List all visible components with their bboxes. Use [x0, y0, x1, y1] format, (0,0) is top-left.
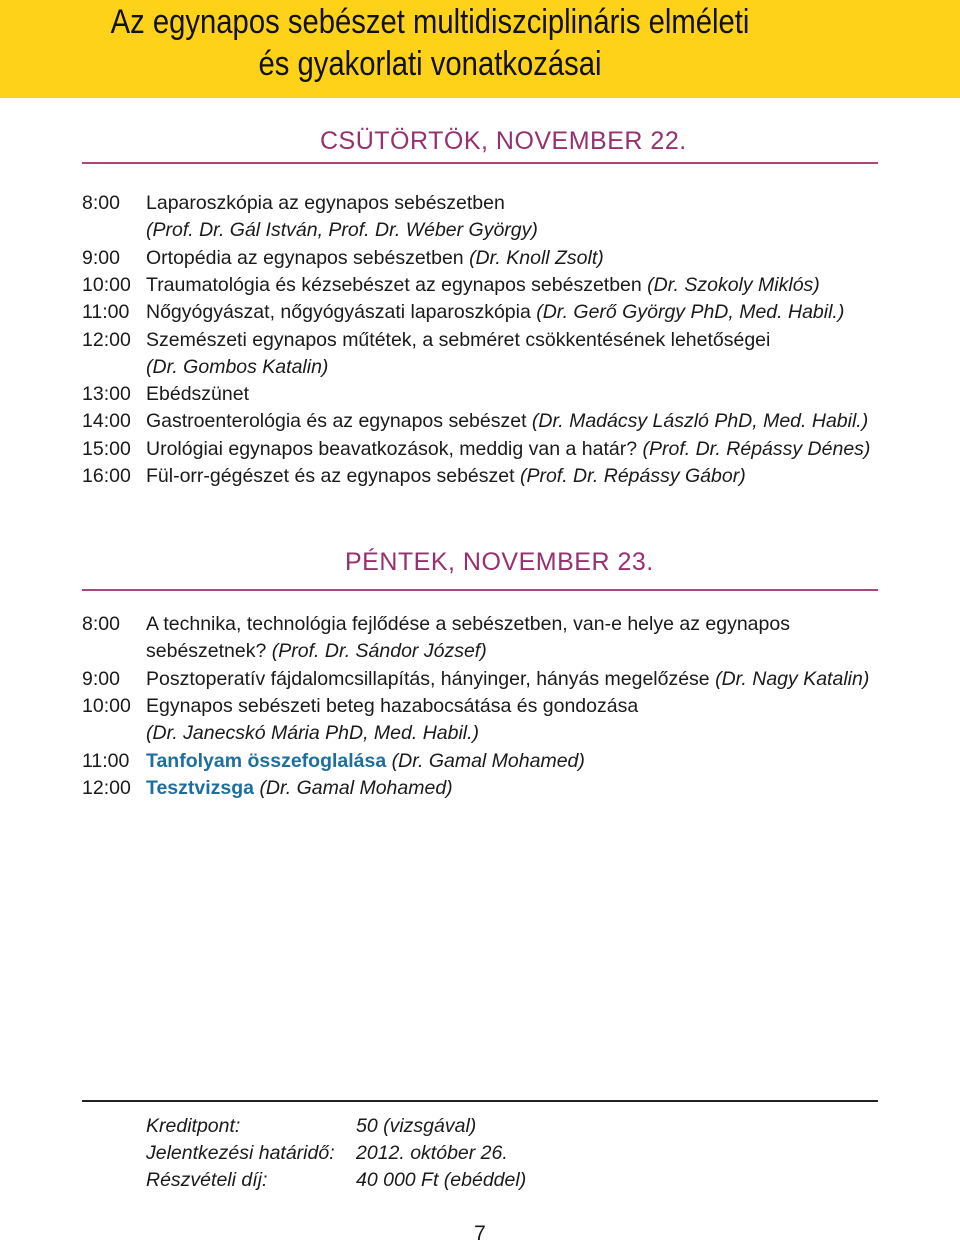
session-highlight: Tesztvizsga: [146, 776, 255, 799]
session-speaker: (Dr. Szokoly Miklós): [647, 273, 820, 296]
session-text: [146, 667, 869, 691]
session-speaker: (Dr. Gamal Mohamed): [259, 776, 453, 799]
session-title: Szemészeti egynapos műtétek, a sebméret csökkentésének lehetőségei: [146, 328, 771, 351]
session-speaker: (Dr. Gerő György PhD, Med. Habil.): [536, 301, 845, 324]
session-title: Traumatológia és kézsebészet az egynapos sebészetben: [146, 273, 648, 296]
session-text: [146, 355, 328, 379]
session-time: 9:00: [82, 667, 120, 690]
session-highlight: Tanfolyam összefoglalása: [146, 749, 387, 772]
session-speaker: (Prof. Dr. Sándor József): [271, 640, 487, 663]
session-time: 15:00: [82, 437, 131, 460]
session-text: [146, 382, 249, 406]
title-line-2: és gyakorlati vonatkozásai: [258, 45, 602, 83]
session-time: 8:00: [82, 613, 120, 635]
session-time: 11:00: [82, 301, 130, 324]
session-speaker: (Dr. Knoll Zsolt): [469, 246, 604, 269]
session-title: Gastroenterológia és az egynapos sebészet: [146, 410, 532, 433]
session-text: [146, 749, 585, 773]
session-time: 9:00: [82, 246, 120, 269]
session-title: Ortopédia az egynapos sebészetben: [146, 246, 470, 269]
session-time: 16:00: [82, 465, 131, 487]
day1-heading: CSÜTÖRTÖK, NOVEMBER 22.: [320, 127, 687, 155]
session-text: [146, 409, 868, 433]
session-title: Posztoperatív fájdalomcsillapítás, hányinger, hányás megelőzése: [146, 667, 716, 690]
day2-divider: [82, 589, 878, 591]
session-title: Laparoszkópia az egynapos sebészetben: [146, 192, 505, 214]
session-text: [146, 273, 820, 297]
credit-label: Kreditpont:: [146, 1115, 241, 1137]
fee-value: 40 000 Ft (ebéddel): [356, 1169, 527, 1191]
session-time: 14:00: [82, 410, 131, 433]
title-banner: [0, 0, 960, 98]
session-text: [146, 612, 790, 636]
session-time: 12:00: [82, 328, 131, 351]
deadline-label: Jelentkezési határidő:: [146, 1142, 335, 1164]
credit-value: 50 (vizsgával): [356, 1115, 477, 1137]
session-time: 10:00: [82, 694, 131, 717]
session-speaker: (Prof. Dr. Gál István, Prof. Dr. Wéber György): [146, 219, 538, 242]
session-text: [146, 191, 505, 215]
session-text: [146, 300, 844, 324]
deadline-value: 2012. október 26.: [356, 1142, 508, 1164]
fee-label: Részvételi díj:: [146, 1169, 268, 1191]
session-speaker: (Prof. Dr. Répássy Dénes): [642, 437, 871, 460]
page-number: 7: [474, 1222, 486, 1245]
session-speaker: (Dr. Gombos Katalin): [146, 355, 329, 378]
session-title: A technika, technológia fejlődése a sebészetben, van-e helye az egynapos: [146, 613, 790, 635]
session-text: [146, 218, 538, 242]
session-title: Ebédszünet: [146, 383, 249, 406]
session-title: sebészetnek?: [146, 640, 272, 663]
session-time: 10:00: [82, 273, 131, 296]
session-time: 12:00: [82, 776, 131, 799]
session-speaker: (Dr. Madácsy László PhD, Med. Habil.): [531, 410, 869, 433]
session-text: [146, 639, 487, 663]
info-divider: [82, 1100, 878, 1102]
title-line-1: Az egynapos sebészet multidiszciplináris elméleti: [110, 3, 750, 41]
session-text: [146, 694, 638, 718]
session-speaker: (Prof. Dr. Répássy Gábor): [519, 465, 746, 487]
session-time: 8:00: [82, 192, 120, 214]
day2-heading: PÉNTEK, NOVEMBER 23.: [345, 548, 654, 576]
session-title: Nőgyógyászat, nőgyógyászati laparoszkópia: [146, 301, 537, 324]
day1-divider: [82, 162, 878, 164]
session-speaker: (Dr. Janecskó Mária PhD, Med. Habil.): [146, 722, 480, 745]
session-speaker: (Dr. Gamal Mohamed): [391, 749, 585, 772]
session-title: Egynapos sebészeti beteg hazabocsátása és gondozása: [146, 694, 639, 717]
session-text: [146, 437, 870, 461]
session-text: [146, 721, 479, 745]
session-text: [146, 328, 770, 352]
session-time: 11:00: [82, 749, 130, 772]
session-text: [146, 246, 604, 270]
session-text: [146, 464, 746, 488]
session-title: Fül-orr-gégészet és az egynapos sebészet: [146, 465, 520, 487]
session-text: [146, 776, 453, 800]
session-title: Urológiai egynapos beavatkozások, meddig van a határ?: [146, 437, 643, 460]
session-time: 13:00: [82, 383, 131, 406]
session-speaker: (Dr. Nagy Katalin): [715, 667, 870, 690]
